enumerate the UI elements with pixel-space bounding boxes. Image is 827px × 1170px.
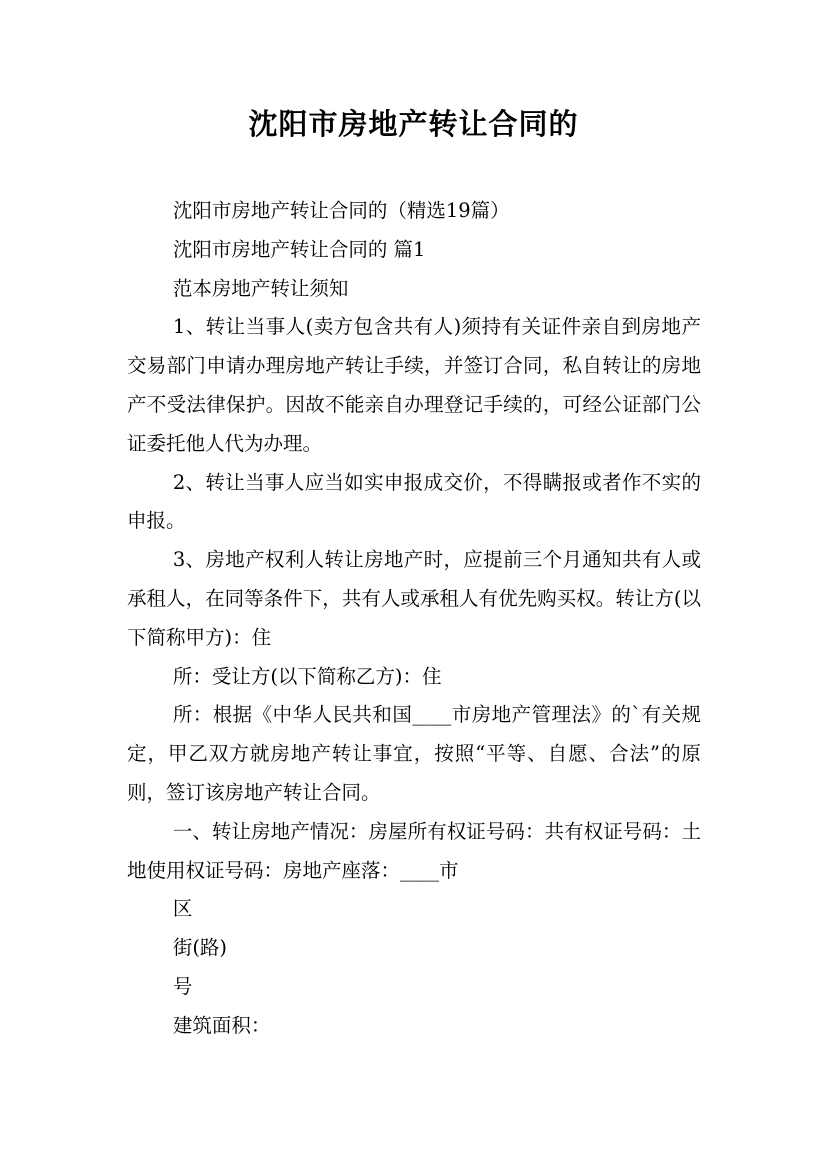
paragraph-district: 区 <box>172 897 193 921</box>
paragraph-subtitle: 沈阳市房地产转让合同的（精选19篇） <box>172 199 510 222</box>
paragraph-property-info: 一、转让房地产情况：房屋所有权证号码：共有权证号码：土地使用权证号码：房地产座落：____市 <box>127 819 701 882</box>
paragraph-street: 街(路) <box>172 936 228 960</box>
paragraph-legal-basis: 所：根据《中华人民共和国____市房地产管理法》的`有关规定，甲乙双方就房地产转让事宜，按照“平等、自愿、合法”的原则，签订该房地产转让合同。 <box>127 703 701 804</box>
paragraph-section-heading: 沈阳市房地产转让合同的 篇1 <box>172 237 426 261</box>
paragraph-notice-3: 3、房地产权利人转让房地产时，应提前三个月通知共有人或承租人，在同等条件下，共有人或承租人有优先购买权。转让方(以下简称甲方)：住 <box>127 548 701 649</box>
paragraph-notice-heading: 范本房地产转让须知 <box>172 276 349 300</box>
document-body <box>127 192 701 1046</box>
paragraph-assignee: 所：受让方(以下简称乙方)：住 <box>172 664 442 688</box>
paragraph-notice-2: 2、转让当事人应当如实申报成交价，不得瞒报或者作不实的申报。 <box>127 470 701 533</box>
paragraph-floor-area: 建筑面积： <box>172 1013 271 1037</box>
document-title: 沈阳市房地产转让合同的 <box>248 107 579 141</box>
paragraph-number: 号 <box>172 974 193 998</box>
paragraph-notice-1: 1、转让当事人(卖方包含共有人)须持有关证件亲自到房地产交易部门申请办理房地产转让手续，并签订合同，私自转让的房地产不受法律保护。因故不能亲自办理登记手续的，可经公证部门公证委托他人代为办理。 <box>127 315 701 455</box>
